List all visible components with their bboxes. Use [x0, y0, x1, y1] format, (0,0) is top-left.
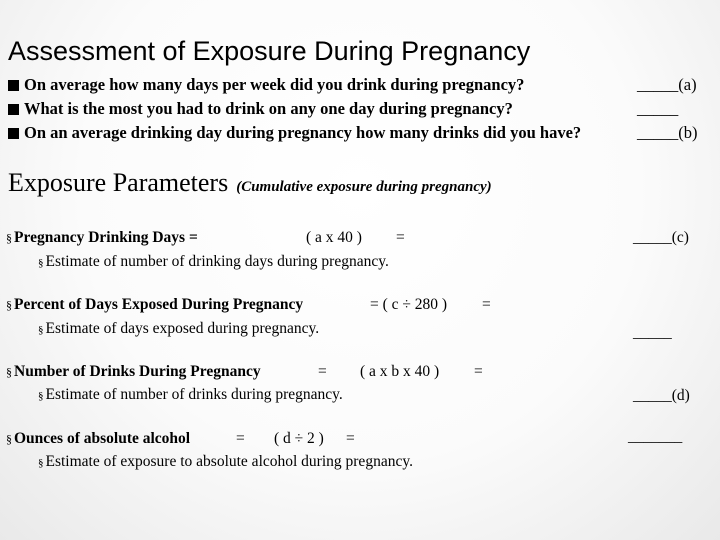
section-bullet-icon: § [38, 257, 44, 269]
parameter-equals: = [396, 229, 405, 246]
parameter-row [6, 296, 303, 314]
parameter-name: Pregnancy Drinking Days = [14, 229, 198, 246]
parameter-description [38, 253, 389, 271]
parameter-description-text: Estimate of exposure to absolute alcohol during pregnancy. [45, 453, 413, 470]
square-bullet-icon [8, 80, 19, 91]
parameter-description [38, 386, 343, 404]
parameter-equals: = [346, 430, 355, 447]
section-heading [8, 168, 492, 198]
answer-blank-a: _____(a) [637, 75, 697, 94]
section-heading-title: Exposure Parameters [8, 168, 229, 197]
question-text: What is the most you had to drink on any one day during pregnancy? [24, 99, 513, 118]
parameter-name: Percent of Days Exposed During Pregnancy [14, 296, 304, 313]
section-bullet-icon: § [38, 324, 44, 336]
parameter-formula: = ( c ÷ 280 ) [370, 296, 448, 313]
question-row [6, 75, 524, 95]
question-text: On average how many days per week did you drink during pregnancy? [24, 75, 525, 94]
parameter-description-text: Estimate of number of drinks during pregnancy. [45, 386, 343, 403]
section-bullet-icon: § [6, 231, 12, 245]
answer-blank-double: _______ [628, 428, 683, 445]
answer-blank-b: _____(b) [637, 123, 698, 142]
section-bullet-icon: § [38, 457, 44, 469]
parameter-description-text: Estimate of days exposed during pregnancy. [45, 320, 320, 337]
parameter-name: Ounces of absolute alcohol [14, 430, 191, 447]
parameter-equals: = [482, 296, 491, 313]
parameter-row [6, 229, 198, 247]
answer-blank: _____ [633, 324, 672, 341]
parameter-description [38, 320, 319, 338]
parameter-row [6, 363, 261, 381]
answer-blank: _____ [637, 99, 679, 118]
section-bullet-icon: § [6, 365, 12, 379]
parameter-row [6, 430, 190, 448]
square-bullet-icon [8, 128, 19, 139]
section-bullet-icon: § [6, 432, 12, 446]
question-text: On an average drinking day during pregnancy how many drinks did you have? [24, 123, 582, 142]
answer-blank-c: _____(c) [633, 229, 689, 246]
parameter-description [38, 453, 413, 471]
section-heading-subtitle: (Cumulative exposure during pregnancy) [236, 179, 492, 195]
square-bullet-icon [8, 104, 19, 115]
parameter-equals: = [474, 363, 483, 380]
parameter-formula-expression: ( d ÷ 2 ) [274, 430, 324, 447]
slide-title: Assessment of Exposure During Pregnancy [8, 36, 531, 66]
section-bullet-icon: § [6, 298, 12, 312]
section-bullet-icon: § [38, 390, 44, 402]
question-row [6, 99, 513, 119]
parameter-formula-expression: ( a x b x 40 ) [360, 363, 440, 380]
answer-blank-d: _____(d) [633, 387, 690, 404]
parameter-formula: = [318, 363, 327, 380]
parameter-description-text: Estimate of number of drinking days during pregnancy. [45, 253, 389, 270]
parameter-formula: ( a x 40 ) [306, 229, 362, 246]
question-row [6, 123, 581, 143]
parameter-formula: = [236, 430, 245, 447]
parameter-name: Number of Drinks During Pregnancy [14, 363, 261, 380]
